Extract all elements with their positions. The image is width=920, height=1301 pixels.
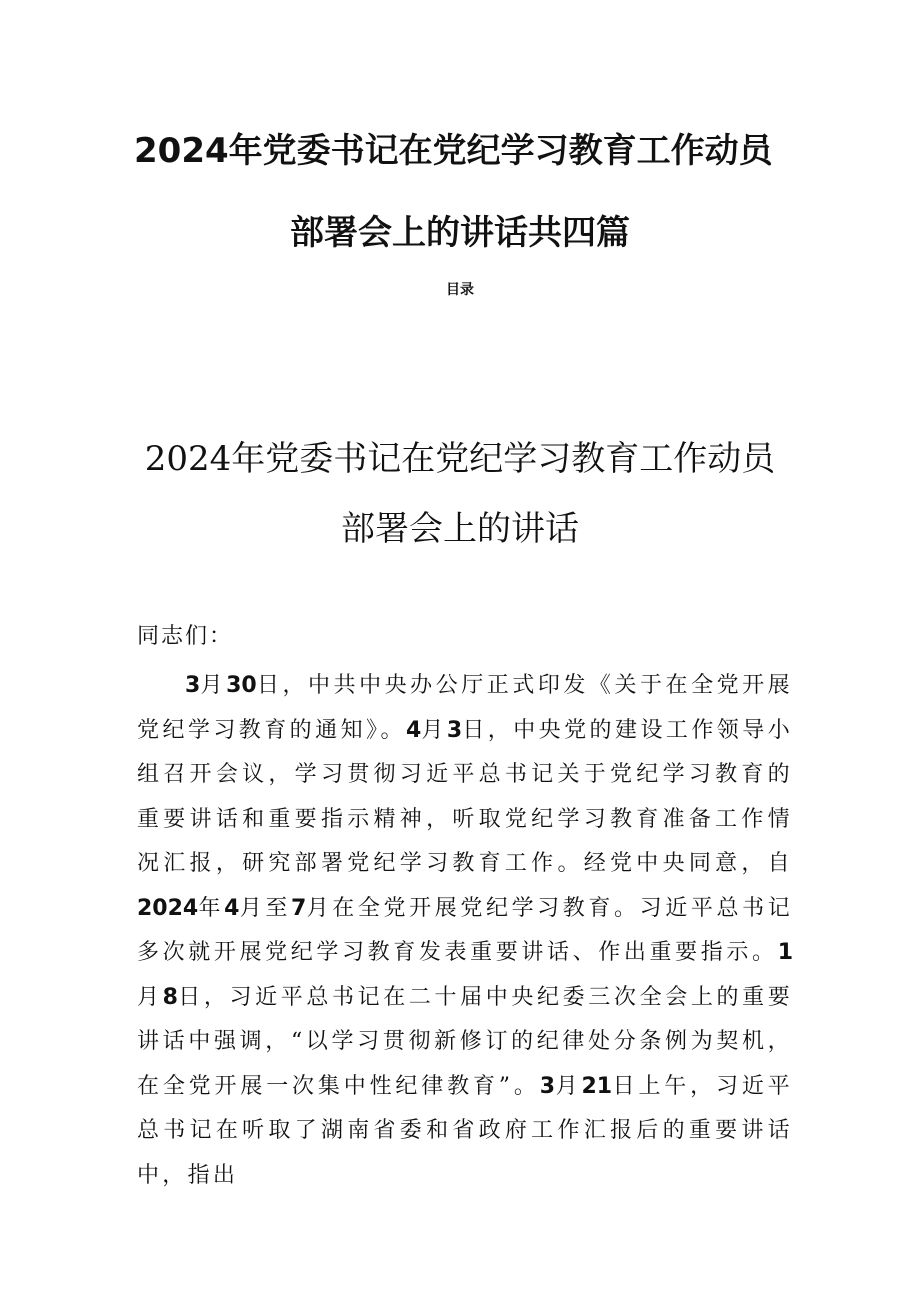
paragraph-text-run: 月 <box>200 673 227 698</box>
paragraph-text-run: 日，中共中央办公厅正式印发《关于在全党开展党纪学习教育的通知》。 <box>137 673 793 743</box>
paragraph-number-run: 2024 <box>137 895 199 921</box>
speech-title-line-2: 部署会上的讲话 <box>341 509 579 549</box>
table-of-contents-label: 目录 <box>446 282 474 298</box>
paragraph-text-run: 日，习近平总书记在二十届中央纪委三次全会上的重要讲话中强调，“以学习贯彻新修订的纪律处分条例为契机，在全党开展一次集中性纪律教育”。 <box>137 984 793 1099</box>
paragraph-text-run: 月 <box>137 984 163 1010</box>
paragraph-text-run: 日上午，习近平总书记在听取了湖南省委和省政府工作汇报后的重要讲话中，指出 <box>137 1073 793 1188</box>
paragraph-number-run: 21 <box>581 1073 613 1099</box>
paragraph-number-run: 3 <box>539 1073 556 1099</box>
paragraph-text-run: 月在全党开展党纪学习教育。习近平总书记多次就开展党纪学习教育发表重要讲话、作出重要指示。 <box>137 895 793 965</box>
paragraph-number-run: 8 <box>162 984 178 1010</box>
paragraph-number-run: 4 <box>405 717 422 743</box>
paragraph-text-run: 月至 <box>239 895 292 921</box>
document-title-line-1: 2024年党委书记在党纪学习教育工作动员 <box>134 131 773 171</box>
paragraph-number-run: 1 <box>777 940 793 965</box>
paragraph-text-run: 月 <box>421 717 447 743</box>
paragraph-number-run: 30 <box>226 673 257 698</box>
salutation: 同志们： <box>137 624 234 649</box>
paragraph-text-run: 月 <box>555 1073 582 1099</box>
paragraph-text-run: 日，中央党的建设工作领导小组召开会议，学习贯彻习近平总书记关于党纪学习教育的重要讲话和重要指示精神，听取党纪学习教育准备工作情况汇报，研究部署党纪学习教育工作。经党中央同意，自 <box>137 717 793 876</box>
speech-title-line-1: 2024年党委书记在党纪学习教育工作动员 <box>144 439 776 479</box>
paragraph-number-run: 4 <box>224 895 240 921</box>
paragraph-number-run: 3 <box>446 717 463 743</box>
body-paragraph <box>137 664 793 1198</box>
document-title-line-2: 部署会上的讲话共四篇 <box>290 213 630 253</box>
paragraph-number-run: 7 <box>291 895 307 921</box>
paragraph-text-run: 年 <box>198 895 225 921</box>
paragraph-number-run: 3 <box>185 673 201 698</box>
